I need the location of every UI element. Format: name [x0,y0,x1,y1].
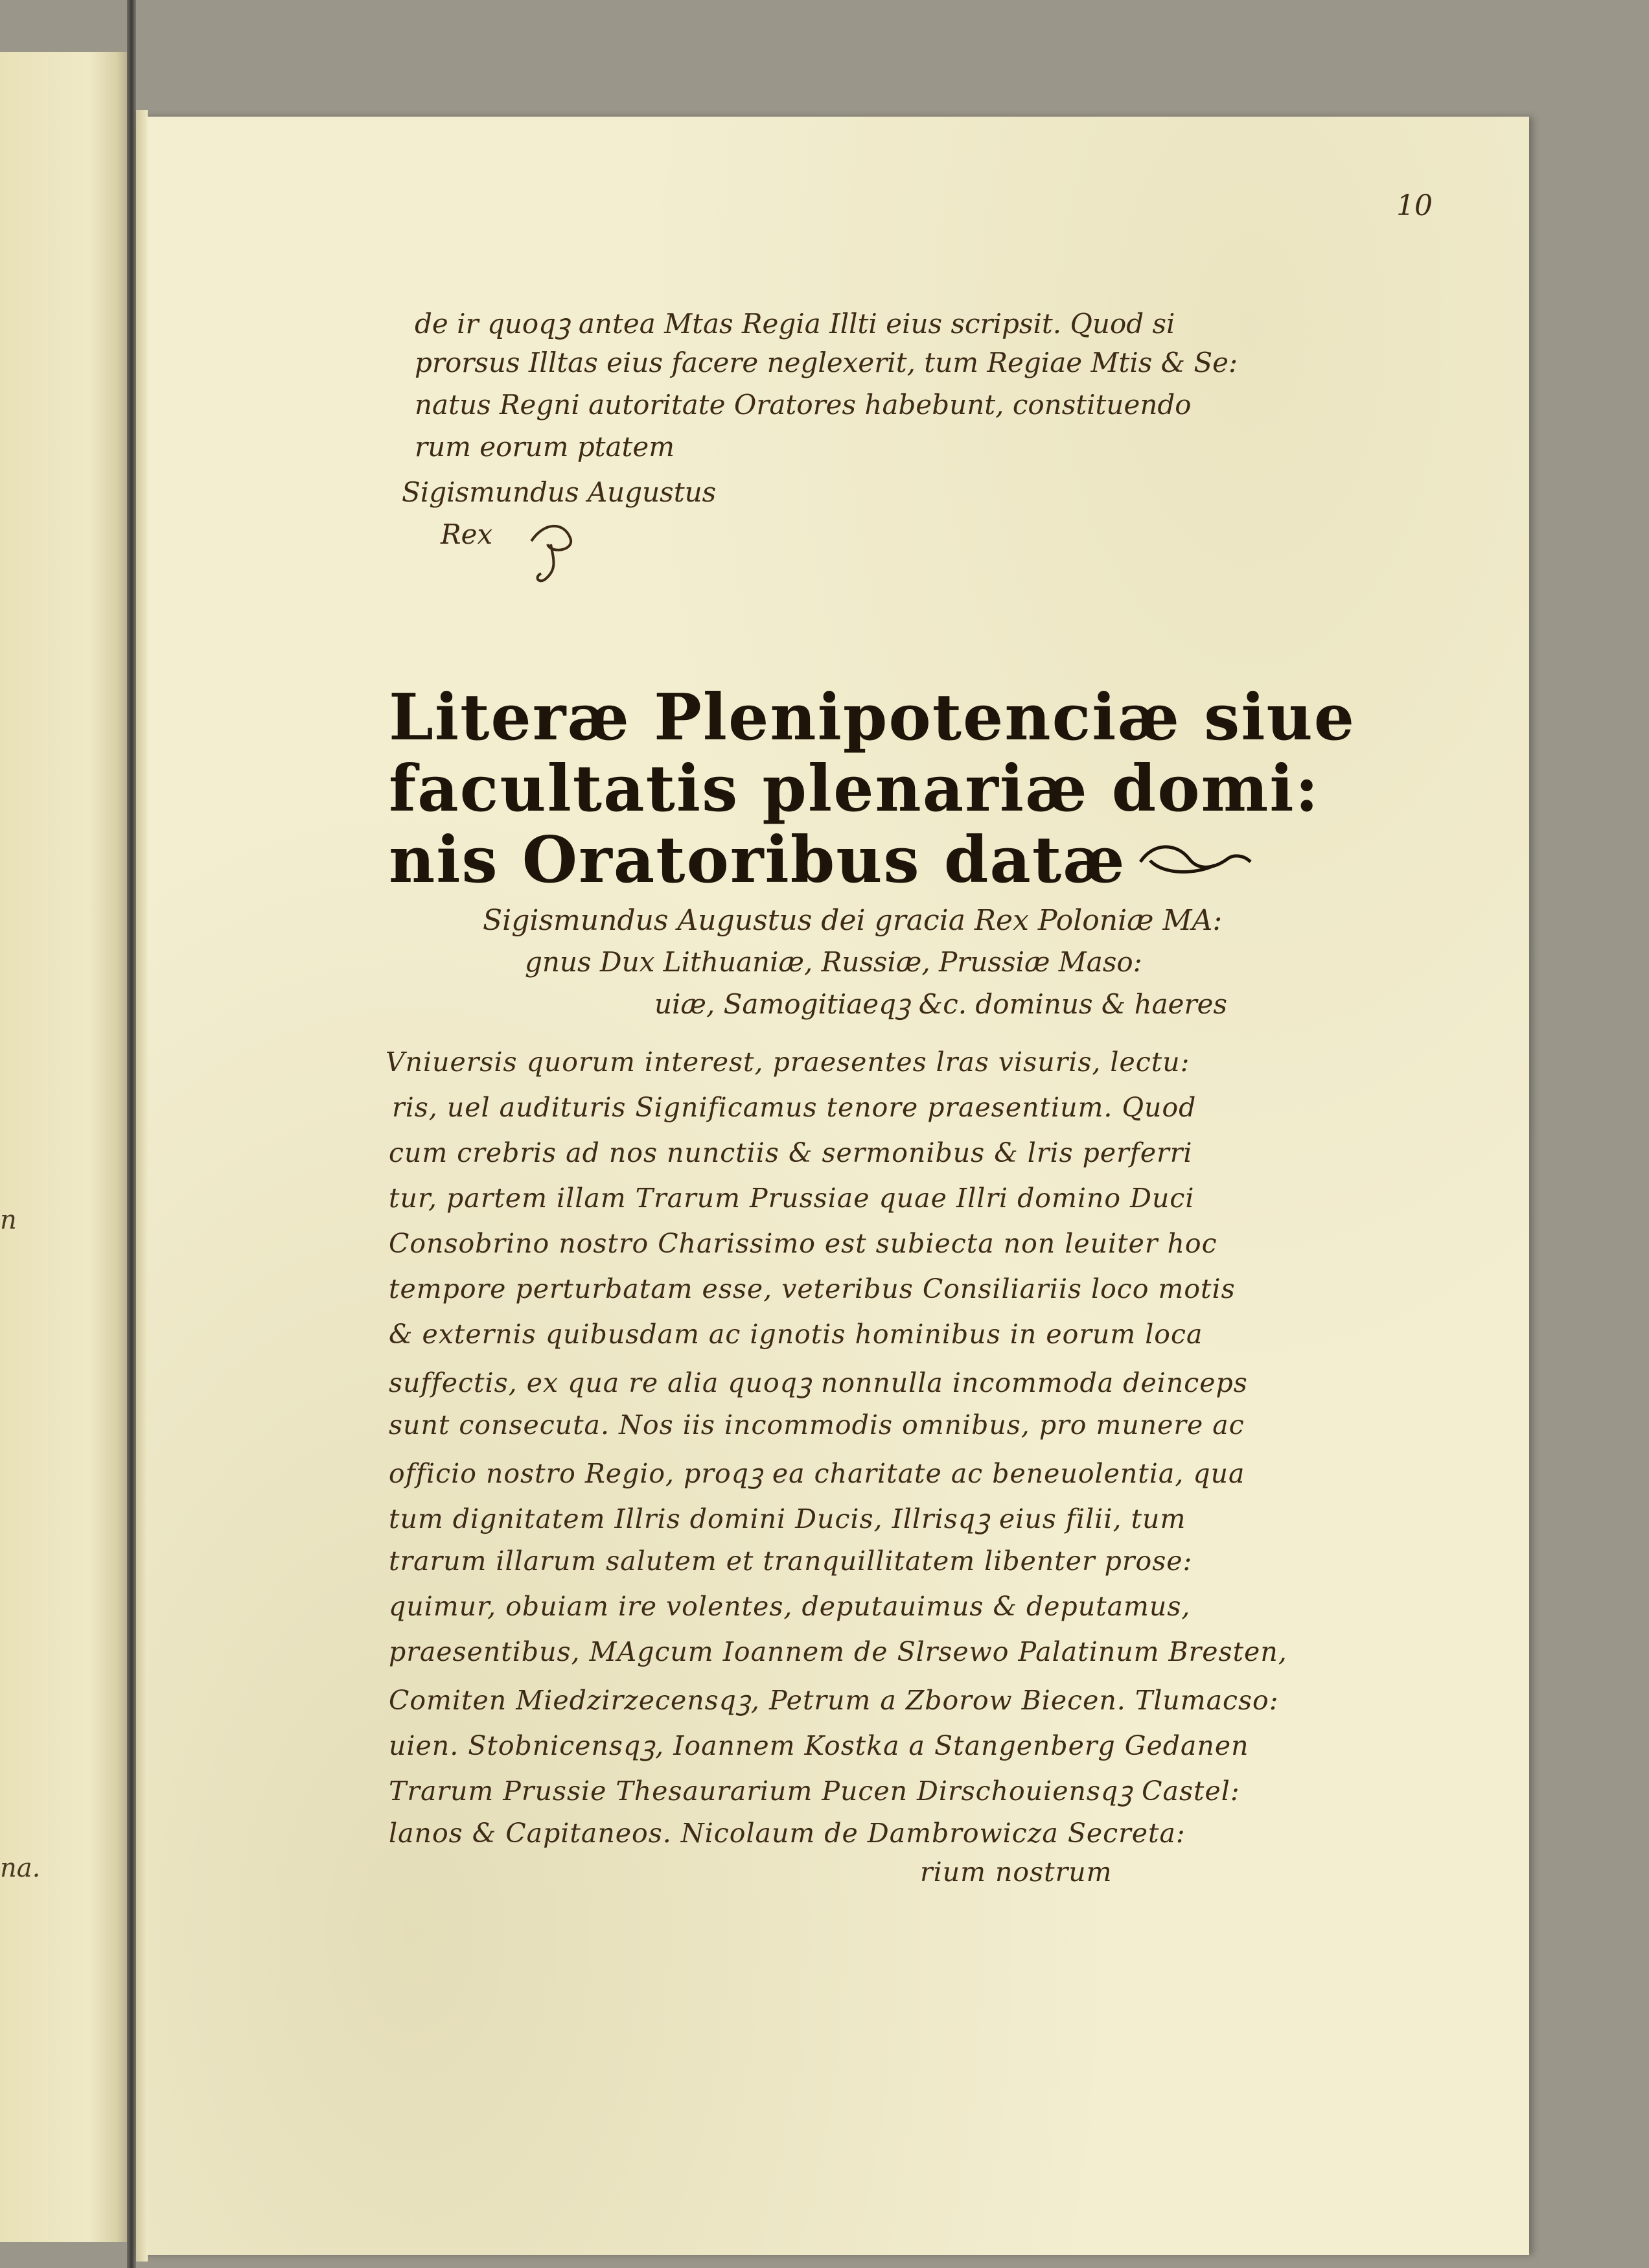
body-line: sunt consecuta. Nos iis incommodis omnibus, pro munere ac [389,1409,1245,1441]
intro-line: uiæ, Samogitiaeqꝫ &c. dominus & haeres [654,988,1228,1020]
section-heading-line: facultatis plenariæ domi: [389,752,1320,826]
left-page-edge [0,52,127,2242]
body-line: Trarum Prussie Thesaurarium Pucen Dirschouiensqꝫ Castel: [389,1776,1240,1807]
body-line: tur, partem illam Trarum Prussiae quae Illri domino Duci [389,1183,1195,1214]
intro-line: Sigismundus Augustus dei gracia Rex Poloniæ MA: [483,904,1223,937]
book-spine [127,0,136,2268]
body-line: officio nostro Regio, proqꝫ ea charitate ac beneuolentia, qua [389,1458,1245,1489]
body-line: quimur, obuiam ire volentes, deputauimus & deputamus, [389,1591,1191,1622]
body-line: & externis quibusdam ac ignotis hominibus in eorum loca [389,1319,1203,1350]
page-gutter-shadow [136,110,148,2262]
signature-name: Sigismundus Augustus [402,476,717,508]
body-line: Comiten Miedzirzecensqꝫ, Petrum a Zborow Biecen. Tlumacso: [389,1685,1279,1716]
text-line: de ir quoqꝫ antea Mtas Regia Illti eius scripsit. Quod si [415,308,1175,340]
text-line: prorsus Illtas eius facere neglexerit, tum Regiae Mtis & Se: [415,347,1238,378]
body-line: trarum illarum salutem et tranquillitatem libenter prose: [389,1545,1193,1577]
body-line: praesentibus, MAgcum Ioannem de Slrsewo Palatinum Bresten, [389,1636,1287,1667]
body-line: ris, uel audituris Significamus tenore praesentium. Quod [392,1092,1197,1123]
intro-line: gnus Dux Lithuaniæ, Russiæ, Prussiæ Maso: [525,946,1142,978]
signature-paraph-icon [525,515,583,586]
text-line: natus Regni autoritate Oratores habebunt, constituendo [415,389,1192,421]
body-line: suffectis, ex qua re alia quoqꝫ nonnulla incommoda deinceps [389,1367,1248,1398]
section-heading-line: nis Oratoribus datæ [389,823,1126,897]
body-line: Vniuersis quorum interest, praesentes lras visuris, lectu: [386,1047,1190,1078]
catchword: rium nostrum [920,1857,1113,1888]
body-line: tempore perturbatam esse, veteribus Consiliariis loco motis [389,1273,1236,1304]
body-line: tum dignitatem Illris domini Ducis, Illrisqꝫ eius filii, tum [389,1503,1186,1534]
body-line: cum crebris ad nos nunctiis & sermonibus & lris perferri [389,1137,1193,1168]
left-margin-fragment: n [0,1205,17,1235]
signature-title: Rex [441,518,493,550]
text-line: rum eorum ptatem [415,431,675,463]
body-line: lanos & Capitaneos. Nicolaum de Dambrowicza Secreta: [389,1818,1186,1849]
body-line: uien. Stobnicensqꝫ, Ioannem Kostka a Stangenberg Gedanen [389,1730,1249,1761]
body-line: Consobrino nostro Charissimo est subiecta non leuiter hoc [389,1228,1217,1259]
heading-flourish-icon [1137,836,1254,881]
left-margin-fragment: na. [0,1853,41,1883]
section-heading-line: Literæ Plenipotenciæ siue [389,680,1356,755]
folio-number: 10 [1396,189,1433,222]
